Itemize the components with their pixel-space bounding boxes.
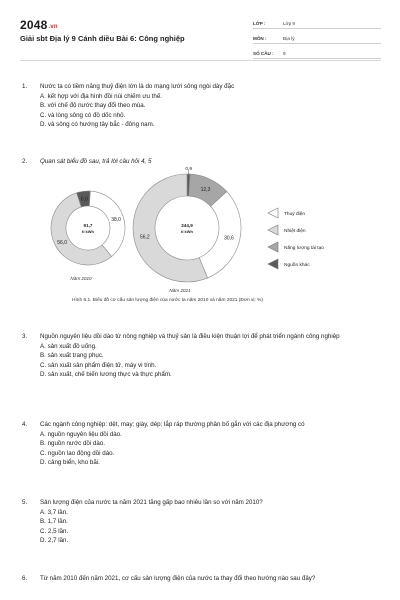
slice-label: 56,0 xyxy=(57,240,68,247)
question-number: 5. xyxy=(22,499,28,506)
logo-suffix: .vn xyxy=(48,24,58,30)
question-number: 2. xyxy=(22,158,28,165)
donut-slice-0-0 xyxy=(89,191,125,256)
legend-label: Năng lượng tái tạo xyxy=(284,245,324,251)
meta-value: 9 xyxy=(283,51,286,56)
option-a[interactable]: A. sản xuất đồ uống. xyxy=(40,342,97,350)
legend-label: Nhiệt điện xyxy=(284,228,306,234)
meta-value: Lớp 9 xyxy=(283,21,295,26)
question-1 xyxy=(22,82,382,130)
logo-text: 2048 xyxy=(20,18,48,32)
donut-center-value: 91,7 xyxy=(83,223,93,228)
meta-key: MÔN : xyxy=(253,36,267,41)
slice-label: 6,0 xyxy=(80,196,88,203)
option-d[interactable]: D. sản xuất, chế biến lương thực và thực phẩm. xyxy=(40,371,172,379)
option-c[interactable]: C. nguồn lao động dồi dào. xyxy=(40,449,115,457)
chart-caption: Hình 6.1. Biểu đồ cơ cấu sản lượng điện của nước ta năm 2010 và năm 2021 (Đơn vị: %) xyxy=(72,298,263,303)
legend-swatch xyxy=(268,259,278,269)
question-text: Nguồn nguyên liệu dồi dào từ nông nghiệp và thuỷ sản là điều kiện thuận lợi để phát triển ngành công nghiệp xyxy=(40,333,340,340)
site-logo[interactable] xyxy=(20,18,58,32)
question-text: Sản lượng điện của nước ta năm 2021 tăng gấp bao nhiêu lần so với năm 2010? xyxy=(40,499,263,506)
legend-swatch xyxy=(268,208,278,218)
slice-label: 38,0 xyxy=(111,216,121,223)
legend-label: Thuỷ điện xyxy=(284,211,306,217)
donut-slice-1-0 xyxy=(199,192,241,278)
option-d[interactable]: D. và sông có hướng tây bắc - đông nam. xyxy=(40,121,155,129)
donut-center-unit: tỉ kWh xyxy=(82,229,94,234)
option-b[interactable]: B. sản xuất trang phục. xyxy=(40,352,104,360)
meta-value: Địa lý xyxy=(283,36,295,41)
question-number: 3. xyxy=(22,333,28,340)
question-text: Từ năm 2010 đến năm 2021, cơ cấu sản lượng điện của nước ta thay đổi theo hướng nào sau đây? xyxy=(40,575,316,582)
legend-swatch xyxy=(268,242,278,252)
option-b[interactable]: B. 1,7 lần. xyxy=(40,518,68,526)
option-c[interactable]: C. và lòng sông có độ dốc nhỏ. xyxy=(40,111,126,119)
question-2 xyxy=(22,157,382,167)
question-text: Các ngành công nghiệp: dệt, may; giày, dép; lắp ráp thường phân bố gắn với các địa phương có xyxy=(40,421,305,428)
question-3 xyxy=(22,332,382,380)
slice-label: 12,3 xyxy=(200,187,211,194)
question-text: Nước ta có tiềm năng thuỷ điện lớn là do mạng lưới sông ngòi dày đặc xyxy=(40,83,235,90)
meta-table xyxy=(253,14,381,59)
question-number: 4. xyxy=(22,421,28,428)
slice-label: 0,9 xyxy=(185,167,193,173)
option-d[interactable]: D. 2,7 lần. xyxy=(40,537,69,545)
series-year-label: Năm 2010 xyxy=(70,276,92,281)
option-a[interactable]: A. 3,7 lần. xyxy=(40,508,68,516)
option-b[interactable]: B. nguồn nước dồi dào. xyxy=(40,440,105,448)
option-c[interactable]: C. 2,5 lần. xyxy=(40,527,69,535)
question-number: 1. xyxy=(22,83,28,90)
question-5 xyxy=(22,498,382,546)
question-text: Quan sát biểu đồ sau, trả lời câu hỏi 4, 5 xyxy=(40,158,152,165)
meta-row-subject xyxy=(253,29,381,44)
meta-row-count xyxy=(253,44,381,59)
meta-key: SỐ CÂU : xyxy=(253,51,274,56)
option-b[interactable]: B. với chế độ nước thay đổi theo mùa. xyxy=(40,102,146,110)
chart-legend xyxy=(268,208,324,269)
option-c[interactable]: C. sản xuất sản phẩm điện tử, máy vi tính. xyxy=(40,361,157,369)
question-number: 6. xyxy=(22,575,28,582)
legend-swatch xyxy=(268,225,278,235)
header-divider xyxy=(20,60,381,61)
meta-key: LỚP : xyxy=(253,21,266,26)
meta-row-class xyxy=(253,14,381,29)
slice-label: 30,6 xyxy=(224,235,234,242)
donut-center-unit: tỉ kWh xyxy=(181,229,193,234)
question-4 xyxy=(22,420,382,468)
slice-label: 56,2 xyxy=(139,234,150,241)
option-d[interactable]: D. cảng biển, kho bãi. xyxy=(40,459,100,467)
series-year-label: Năm 2021 xyxy=(169,288,191,293)
page-title: Giải sbt Địa lý 9 Cánh diều Bài 6: Công nghiệp xyxy=(20,34,185,43)
question-6 xyxy=(22,574,382,584)
legend-label: Nguồn khác xyxy=(284,262,310,268)
option-a[interactable]: A. nguồn nguyên liệu dồi dào. xyxy=(40,430,122,438)
option-a[interactable]: A. kết hợp với địa hình đồi núi chiếm ưu thế. xyxy=(40,92,162,100)
donut-center-value: 244,9 xyxy=(181,223,193,228)
